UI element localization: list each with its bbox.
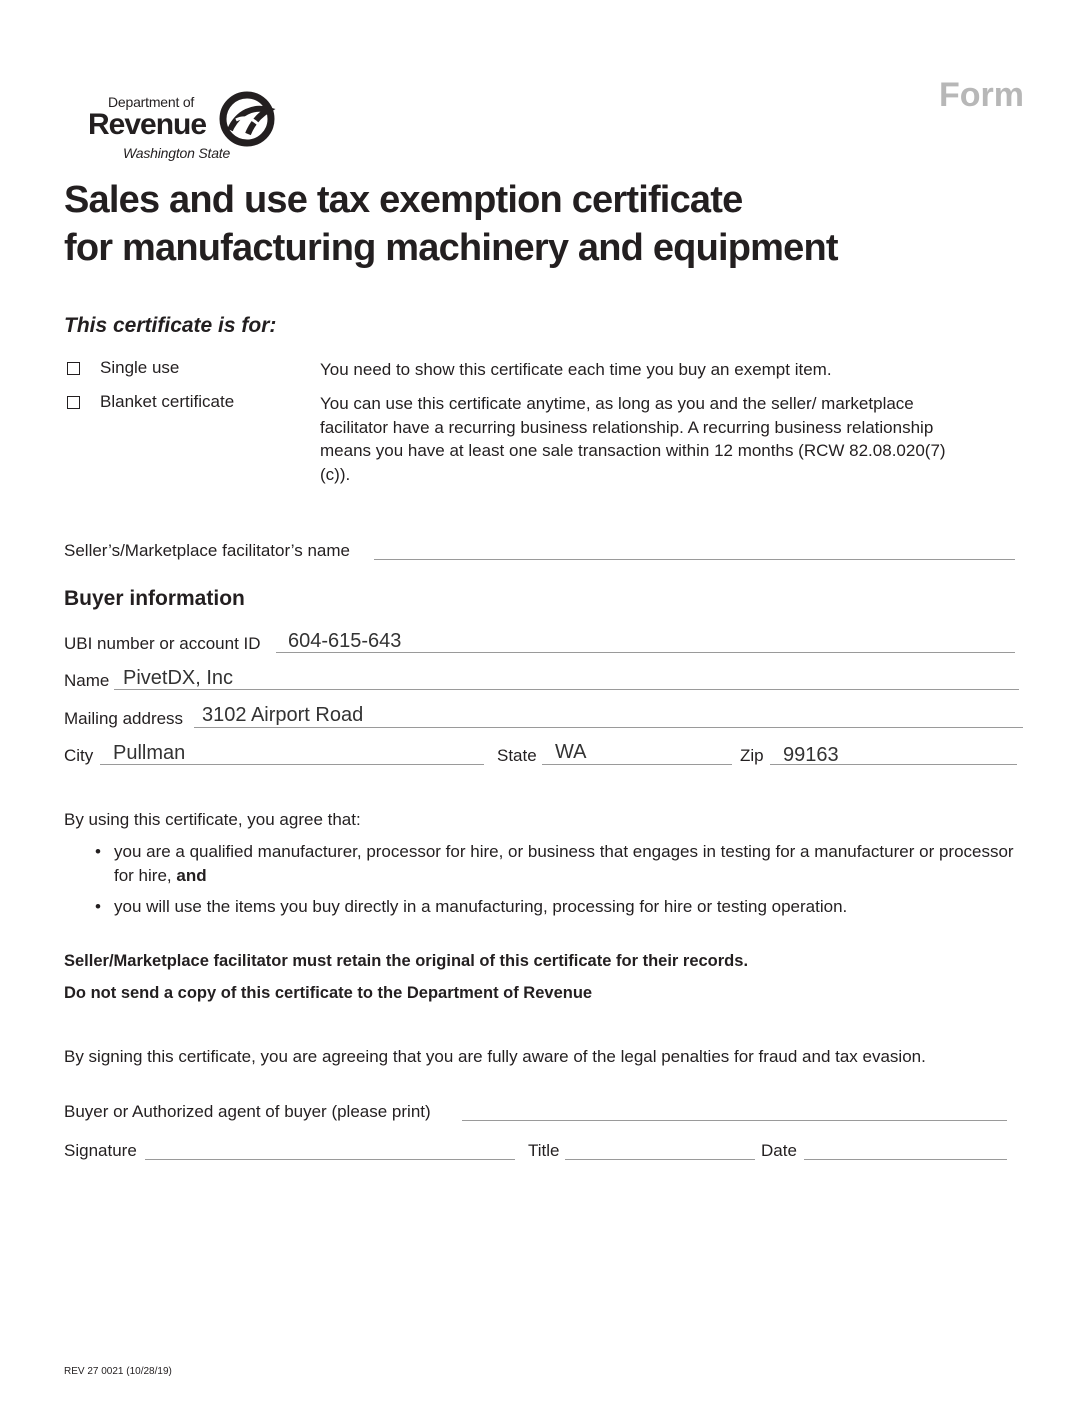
logo-dept-text: Department of bbox=[108, 94, 195, 110]
city-label: City bbox=[64, 746, 94, 765]
ubi-value: 604-615-643 bbox=[288, 630, 402, 652]
bullet-1-text: you are a qualified manufacturer, processor for hire, or business that engages in testing for a manufacturer or processor for hire, bbox=[114, 842, 1014, 885]
state-field[interactable] bbox=[542, 764, 732, 765]
retain-notice: Seller/Marketplace facilitator must retain the original of this certificate for their records. bbox=[64, 952, 749, 970]
agreement-bullet-1 bbox=[114, 840, 1014, 888]
mailing-address-value: 3102 Airport Road bbox=[202, 704, 364, 726]
seller-name-label: Seller’s/Marketplace facilitator’s name bbox=[64, 541, 350, 560]
blanket-certificate-description: You can use this certificate anytime, as long as you and the seller/ marketplace facilitator have a recurring business relationship. A recurring business relationship means you have at least one sale transaction within 12 months (RCW 82.08.020(7)(c)). bbox=[320, 394, 946, 484]
blanket-certificate-label: Blanket certificate bbox=[100, 392, 235, 411]
date-label: Date bbox=[761, 1141, 797, 1160]
zip-value: 99163 bbox=[783, 744, 839, 766]
state-value: WA bbox=[555, 741, 587, 763]
certificate-for-heading: This certificate is for: bbox=[64, 314, 277, 337]
form-number: REV 27 0021 (10/28/19) bbox=[64, 1366, 172, 1377]
agreement-intro: By using this certificate, you agree that: bbox=[64, 810, 361, 829]
city-value: Pullman bbox=[113, 742, 186, 764]
name-value: PivetDX, Inc bbox=[123, 667, 234, 689]
logo-state-text: Washington State bbox=[123, 145, 231, 161]
bullet-1-and: and bbox=[176, 866, 207, 885]
name-field[interactable] bbox=[114, 689, 1019, 690]
ubi-label: UBI number or account ID bbox=[64, 634, 261, 653]
title-line-1: Sales and use tax exemption certificate bbox=[64, 179, 743, 221]
title-line-2: for manufacturing machinery and equipment bbox=[64, 227, 838, 269]
agent-field[interactable] bbox=[462, 1120, 1007, 1121]
date-field[interactable] bbox=[804, 1159, 1007, 1160]
do-not-send-notice: Do not send a copy of this certificate to the Department of Revenue bbox=[64, 984, 593, 1002]
buyer-info-heading: Buyer information bbox=[64, 587, 245, 610]
mailing-address-label: Mailing address bbox=[64, 709, 184, 728]
signing-statement: By signing this certificate, you are agreeing that you are fully aware of the legal penalties for fraud and tax evasion. bbox=[64, 1047, 926, 1066]
title-label: Title bbox=[528, 1141, 560, 1160]
mailing-address-field[interactable] bbox=[194, 727, 1023, 728]
name-label: Name bbox=[64, 671, 110, 690]
single-use-label: Single use bbox=[100, 358, 180, 377]
form-label: Form bbox=[939, 76, 1024, 114]
single-use-checkbox[interactable] bbox=[67, 362, 80, 375]
title-field[interactable] bbox=[565, 1159, 755, 1160]
page-title bbox=[64, 176, 838, 272]
dor-emblem-icon bbox=[218, 90, 276, 148]
signature-label: Signature bbox=[64, 1141, 137, 1160]
agreement-bullet-2: you will use the items you buy directly in a manufacturing, processing for hire or testing operation. bbox=[114, 897, 848, 916]
logo-revenue-text: Revenue bbox=[88, 108, 207, 141]
bullet-1-marker: • bbox=[95, 842, 101, 861]
dor-logo bbox=[88, 90, 288, 162]
state-label: State bbox=[497, 746, 537, 765]
zip-label: Zip bbox=[740, 746, 764, 765]
blanket-certificate-checkbox[interactable] bbox=[67, 396, 80, 409]
signature-field[interactable] bbox=[145, 1159, 515, 1160]
bullet-2-marker: • bbox=[95, 897, 101, 916]
seller-name-field[interactable] bbox=[374, 559, 1015, 560]
agent-label: Buyer or Authorized agent of buyer (please print) bbox=[64, 1102, 431, 1121]
single-use-description: You need to show this certificate each time you buy an exempt item. bbox=[320, 360, 832, 379]
